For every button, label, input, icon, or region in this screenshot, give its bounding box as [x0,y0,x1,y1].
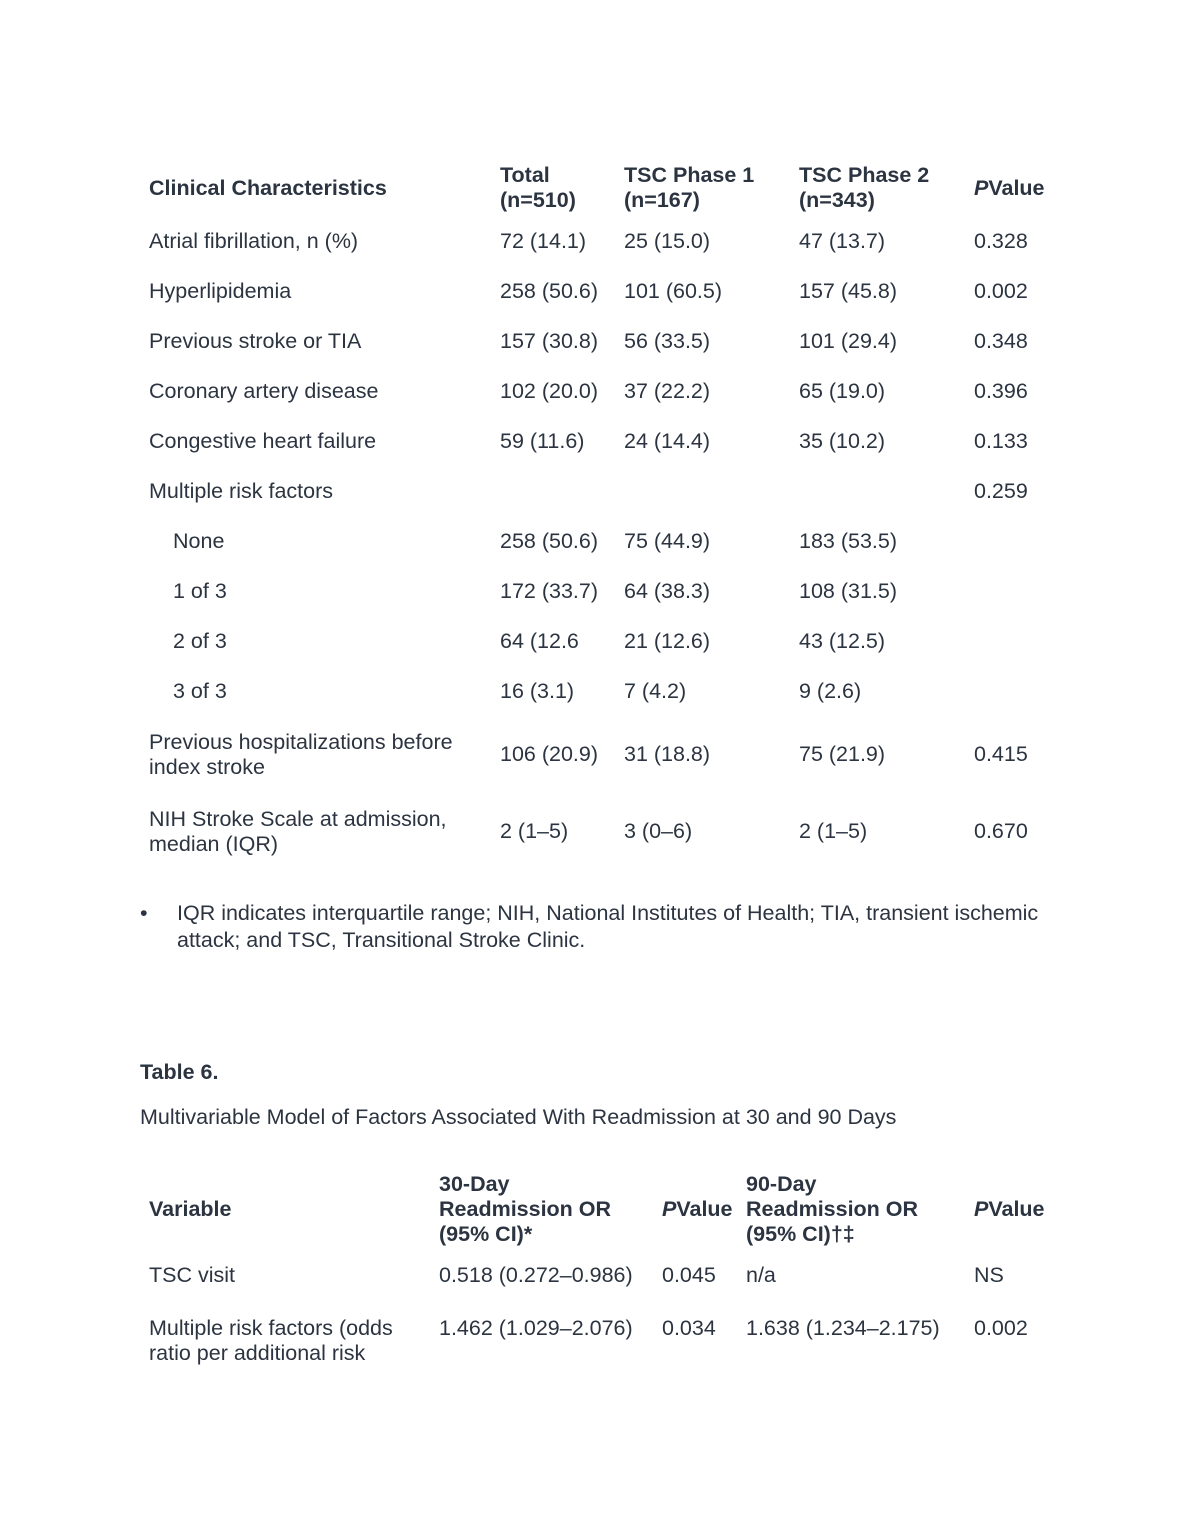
cell-p-value: 0.396 [974,378,1028,403]
cell-phase2: 35 (10.2) [799,428,886,453]
cell-phase2 [799,466,974,516]
cell-phase1: 21 (12.6) [624,628,711,653]
table-row [149,793,1084,870]
cell-total: 172 (33.7) [500,578,599,603]
cell-total: 2 (1–5) [500,819,569,843]
table-row [149,1300,1074,1366]
row-label: Previous hospitalizations before index stroke [149,729,453,779]
cell-p-value: 0.348 [974,328,1028,353]
cell-30-day-p-value: 0.034 [662,1316,716,1340]
characteristics-table [149,160,1084,870]
row-label: TSC visit [149,1262,235,1287]
cell-total: 72 (14.1) [500,228,587,253]
cell-phase2: 75 (21.9) [799,742,886,766]
cell-total: 258 (50.6) [500,278,599,303]
table-row [149,616,1084,666]
row-label: Hyperlipidemia [149,278,292,303]
cell-p-value: 0.259 [974,478,1028,503]
cell-phase1: 37 (22.2) [624,378,711,403]
table-footnote [140,900,1040,954]
table-row [149,1250,1074,1300]
cell-phase1: 101 (60.5) [624,278,723,303]
table-row [149,466,1084,516]
header-variable: Variable [149,1196,232,1221]
cell-total: 16 (3.1) [500,678,575,703]
cell-phase1: 7 (4.2) [624,678,687,703]
header-clinical-characteristics: Clinical Characteristics [149,175,387,200]
cell-total: 102 (20.0) [500,378,599,403]
cell-p-value [974,616,1084,666]
cell-phase1: 3 (0–6) [624,819,693,843]
cell-90-day-p-value: 0.002 [974,1316,1028,1340]
cell-phase1: 75 (44.9) [624,528,711,553]
row-label: NIH Stroke Scale at admission, median (IQR) [149,806,447,856]
footnote-text: IQR indicates interquartile range; NIH, National Institutes of Health; TIA, transient ischemic attack; and TSC, Transitional Stroke Clinic. [177,901,1039,952]
table-row [149,266,1084,316]
cell-p-value: 0.415 [974,742,1028,766]
bullet-icon: • [140,901,148,925]
cell-30-day-or: 1.462 (1.029–2.076) [439,1316,633,1340]
row-label: Multiple risk factors (odds ratio per additional risk [149,1316,393,1365]
row-label: 3 of 3 [173,678,227,703]
table-row [149,516,1084,566]
table-row [149,566,1084,616]
cell-total: 106 (20.9) [500,742,599,766]
cell-phase2: 101 (29.4) [799,328,898,353]
cell-p-value [974,566,1084,616]
cell-phase1: 31 (18.8) [624,742,711,766]
cell-phase2: 157 (45.8) [799,278,898,303]
cell-phase1: 56 (33.5) [624,328,711,353]
header-30-day-or: 30-Day Readmission OR (95% CI)* [439,1171,612,1246]
header-tsc-phase-2: TSC Phase 2 (n=343) [799,163,930,212]
row-label: None [173,528,225,553]
row-label: Congestive heart failure [149,428,377,453]
header-total: Total (n=510) [500,163,576,212]
cell-90-day-or: n/a [746,1262,776,1287]
header-p-value: PValue [974,175,1045,200]
cell-phase1: 64 (38.3) [624,578,711,603]
cell-total: 64 (12.6 [500,628,579,653]
table-row [149,716,1084,793]
cell-p-value: 0.002 [974,278,1028,303]
header-90-day-or: 90-Day Readmission OR (95% CI)†‡ [746,1171,919,1246]
cell-phase2: 47 (13.7) [799,228,886,253]
cell-30-day-p-value: 0.045 [662,1262,716,1287]
cell-total: 258 (50.6) [500,528,599,553]
cell-phase1: 24 (14.4) [624,428,711,453]
table-row [149,366,1084,416]
cell-p-value: 0.670 [974,819,1028,843]
header-tsc-phase-1: TSC Phase 1 (n=167) [624,163,755,212]
cell-phase2: 9 (2.6) [799,678,862,703]
cell-phase1 [624,466,799,516]
cell-phase2: 43 (12.5) [799,628,886,653]
cell-p-value: 0.133 [974,428,1028,453]
table-row [149,216,1084,266]
table-title: Multivariable Model of Factors Associated With Readmission at 30 and 90 Days [140,1105,897,1129]
cell-phase2: 2 (1–5) [799,819,868,843]
header-30-day-p-value: PValue [662,1196,733,1221]
cell-p-value: 0.328 [974,228,1028,253]
cell-90-day-or: 1.638 (1.234–2.175) [746,1316,940,1340]
row-label: Multiple risk factors [149,478,333,503]
table-header-row [149,160,1084,216]
cell-total [500,466,624,516]
table-label: Table 6. [140,1060,219,1084]
row-label: 2 of 3 [173,628,227,653]
cell-phase2: 183 (53.5) [799,528,898,553]
cell-phase1: 25 (15.0) [624,228,711,253]
cell-30-day-or: 0.518 (0.272–0.986) [439,1262,633,1287]
multivariable-model-table [149,1168,1074,1366]
table-row [149,316,1084,366]
cell-p-value [974,666,1084,716]
table-header-row [149,1168,1074,1250]
cell-phase2: 65 (19.0) [799,378,886,403]
row-label: Previous stroke or TIA [149,328,362,353]
row-label: 1 of 3 [173,578,227,603]
cell-90-day-p-value: NS [974,1262,1004,1287]
cell-phase2: 108 (31.5) [799,578,898,603]
row-label: Atrial fibrillation, n (%) [149,228,359,253]
header-90-day-p-value: PValue [974,1196,1045,1221]
cell-p-value [974,516,1084,566]
table-row [149,416,1084,466]
table-row [149,666,1084,716]
row-label: Coronary artery disease [149,378,379,403]
cell-total: 59 (11.6) [500,428,585,453]
cell-total: 157 (30.8) [500,328,599,353]
